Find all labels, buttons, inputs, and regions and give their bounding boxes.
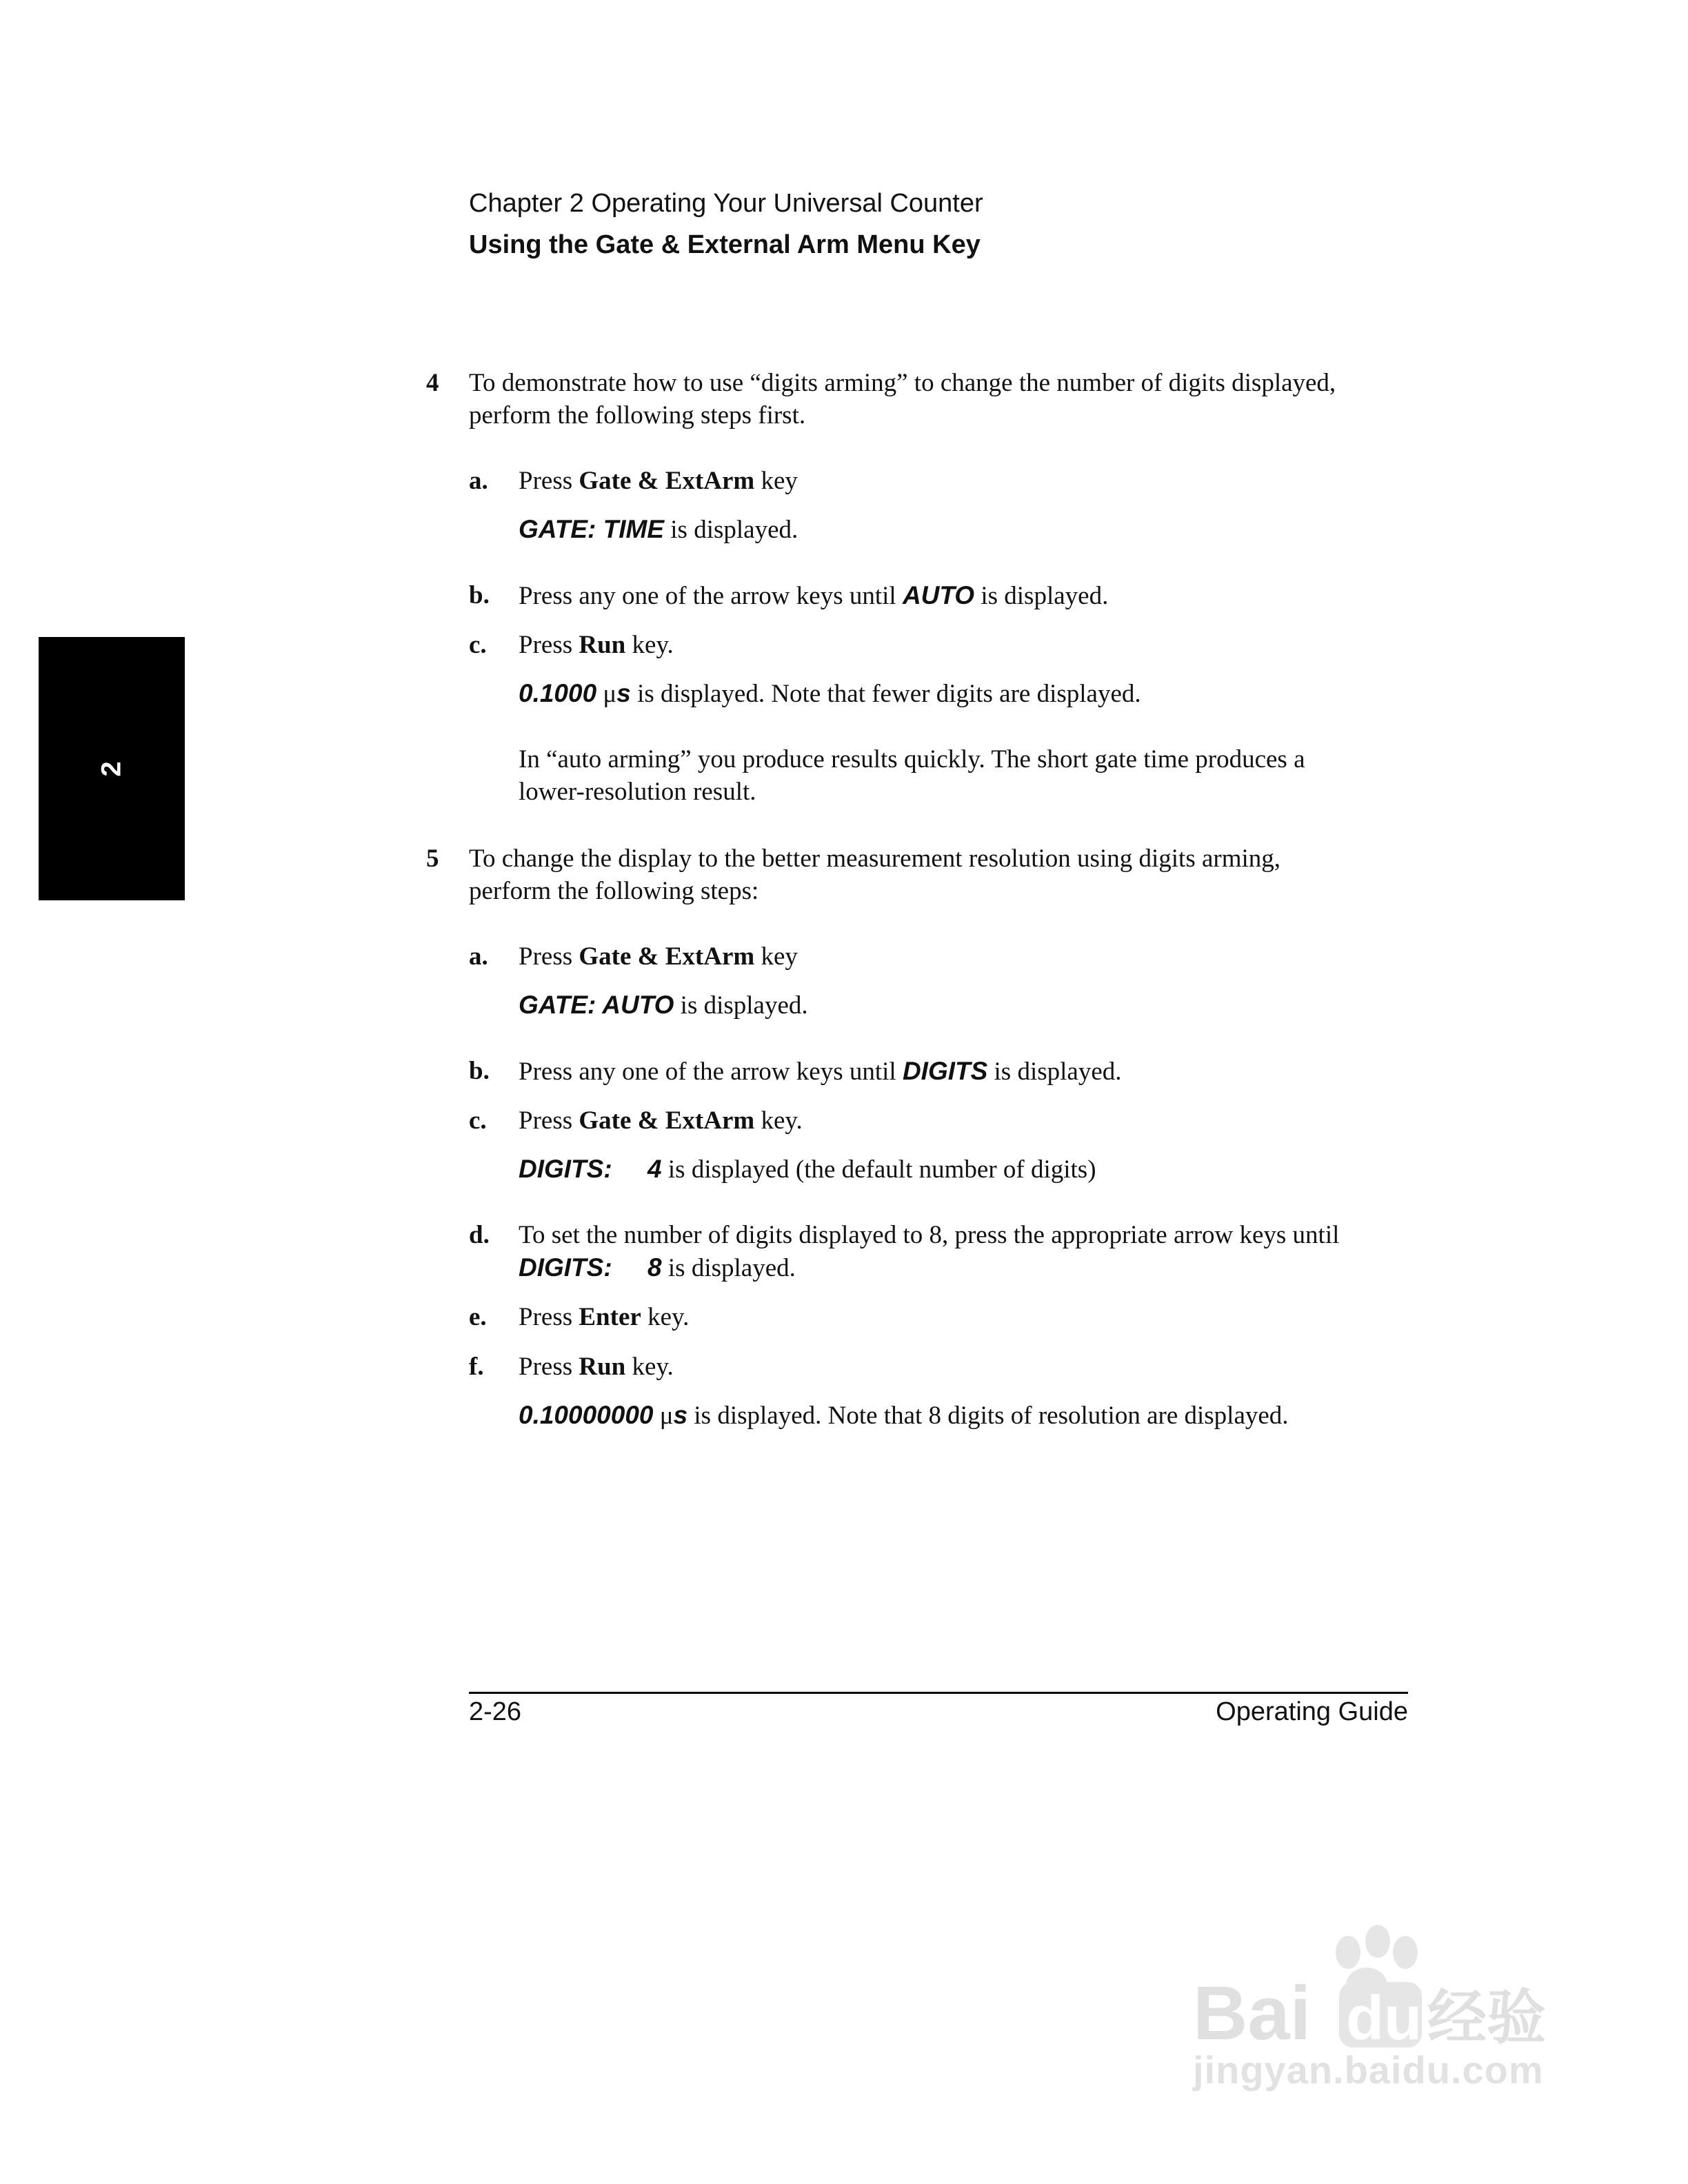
step-5b-text: Press any one of the arrow keys until DIGITS is displayed. xyxy=(519,1057,1122,1086)
step-4a-display-line: GATE: TIME is displayed. xyxy=(519,515,798,544)
step-5e-text: Press Enter key. xyxy=(519,1303,690,1331)
key-name: Enter xyxy=(579,1303,641,1331)
step-5f-letter: f. xyxy=(469,1353,484,1381)
step-4c-text: Press Run key. xyxy=(519,631,674,659)
step-5a-display-line: GATE: AUTO is displayed. xyxy=(519,991,808,1020)
step-5-text-line1: To change the display to the better measurement resolution using digits arming, xyxy=(469,845,1281,873)
step-4c-note-line2: lower-resolution result. xyxy=(519,778,756,806)
display-readout: DIGITS: 8 xyxy=(519,1253,662,1282)
step-5a-letter: a. xyxy=(469,942,488,971)
step-5d-letter: d. xyxy=(469,1221,490,1249)
display-readout: DIGITS: 4 xyxy=(519,1155,662,1183)
key-name: Run xyxy=(579,631,626,659)
step-5f-display-line: 0.10000000 μs is displayed. Note that 8 digits of resolution are displayed. xyxy=(519,1401,1289,1430)
key-name: Gate & ExtArm xyxy=(579,467,755,495)
svg-text:Bai: Bai xyxy=(1193,1971,1312,2056)
key-name: Run xyxy=(579,1353,626,1381)
footer-rule xyxy=(469,1692,1408,1694)
watermark-url: jingyan.baidu.com xyxy=(1193,2048,1544,2092)
step-5b-letter: b. xyxy=(469,1057,490,1085)
svg-text:经验: 经验 xyxy=(1427,1983,1546,2052)
chapter-header: Chapter 2 Operating Your Universal Counter xyxy=(469,189,983,218)
display-readout: AUTO xyxy=(902,581,975,609)
chapter-tab-number: 2 xyxy=(96,760,127,777)
display-readout: DIGITS xyxy=(902,1057,988,1085)
step-5c-text: Press Gate & ExtArm key. xyxy=(519,1106,803,1135)
step-4a-text: Press Gate & ExtArm key xyxy=(519,467,798,495)
step-5-text-line2: perform the following steps: xyxy=(469,877,759,905)
step-4c-display-line: 0.1000 μs is displayed. Note that fewer digits are displayed. xyxy=(519,679,1141,708)
display-readout: 0.10000000 xyxy=(519,1401,654,1429)
section-title: Using the Gate & External Arm Menu Key xyxy=(469,230,981,259)
step-5c-display-line: DIGITS: 4 is displayed (the default number of digits) xyxy=(519,1155,1096,1184)
footer-title: Operating Guide xyxy=(1216,1697,1408,1726)
step-4-text-line2: perform the following steps first. xyxy=(469,401,806,429)
step-5d-display-line: DIGITS: 8 is displayed. xyxy=(519,1253,796,1282)
step-5c-letter: c. xyxy=(469,1106,487,1135)
step-4-text-line1: To demonstrate how to use “digits arming” to change the number of digits displayed, xyxy=(469,369,1336,397)
step-5e-letter: e. xyxy=(469,1303,487,1331)
display-readout: GATE: TIME xyxy=(519,515,665,543)
key-name: Gate & ExtArm xyxy=(579,1106,755,1135)
step-number-5: 5 xyxy=(426,845,439,873)
step-4b-text: Press any one of the arrow keys until AUTO is displayed. xyxy=(519,581,1109,610)
step-4b-letter: b. xyxy=(469,581,490,609)
step-4c-note-line1: In “auto arming” you produce results quickly. The short gate time produces a xyxy=(519,745,1305,774)
display-readout: GATE: AUTO xyxy=(519,991,674,1019)
page-number: 2-26 xyxy=(469,1697,522,1726)
step-5a-text: Press Gate & ExtArm key xyxy=(519,942,798,971)
step-4a-letter: a. xyxy=(469,467,488,495)
step-4c-letter: c. xyxy=(469,631,487,659)
step-5f-text: Press Run key. xyxy=(519,1353,674,1381)
svg-text:du: du xyxy=(1346,1984,1422,2053)
display-readout: 0.1000 xyxy=(519,679,597,707)
key-name: Gate & ExtArm xyxy=(579,942,755,971)
step-5d-text-line1: To set the number of digits displayed to 8, press the appropriate arrow keys until xyxy=(519,1221,1340,1249)
step-number-4: 4 xyxy=(426,369,439,397)
